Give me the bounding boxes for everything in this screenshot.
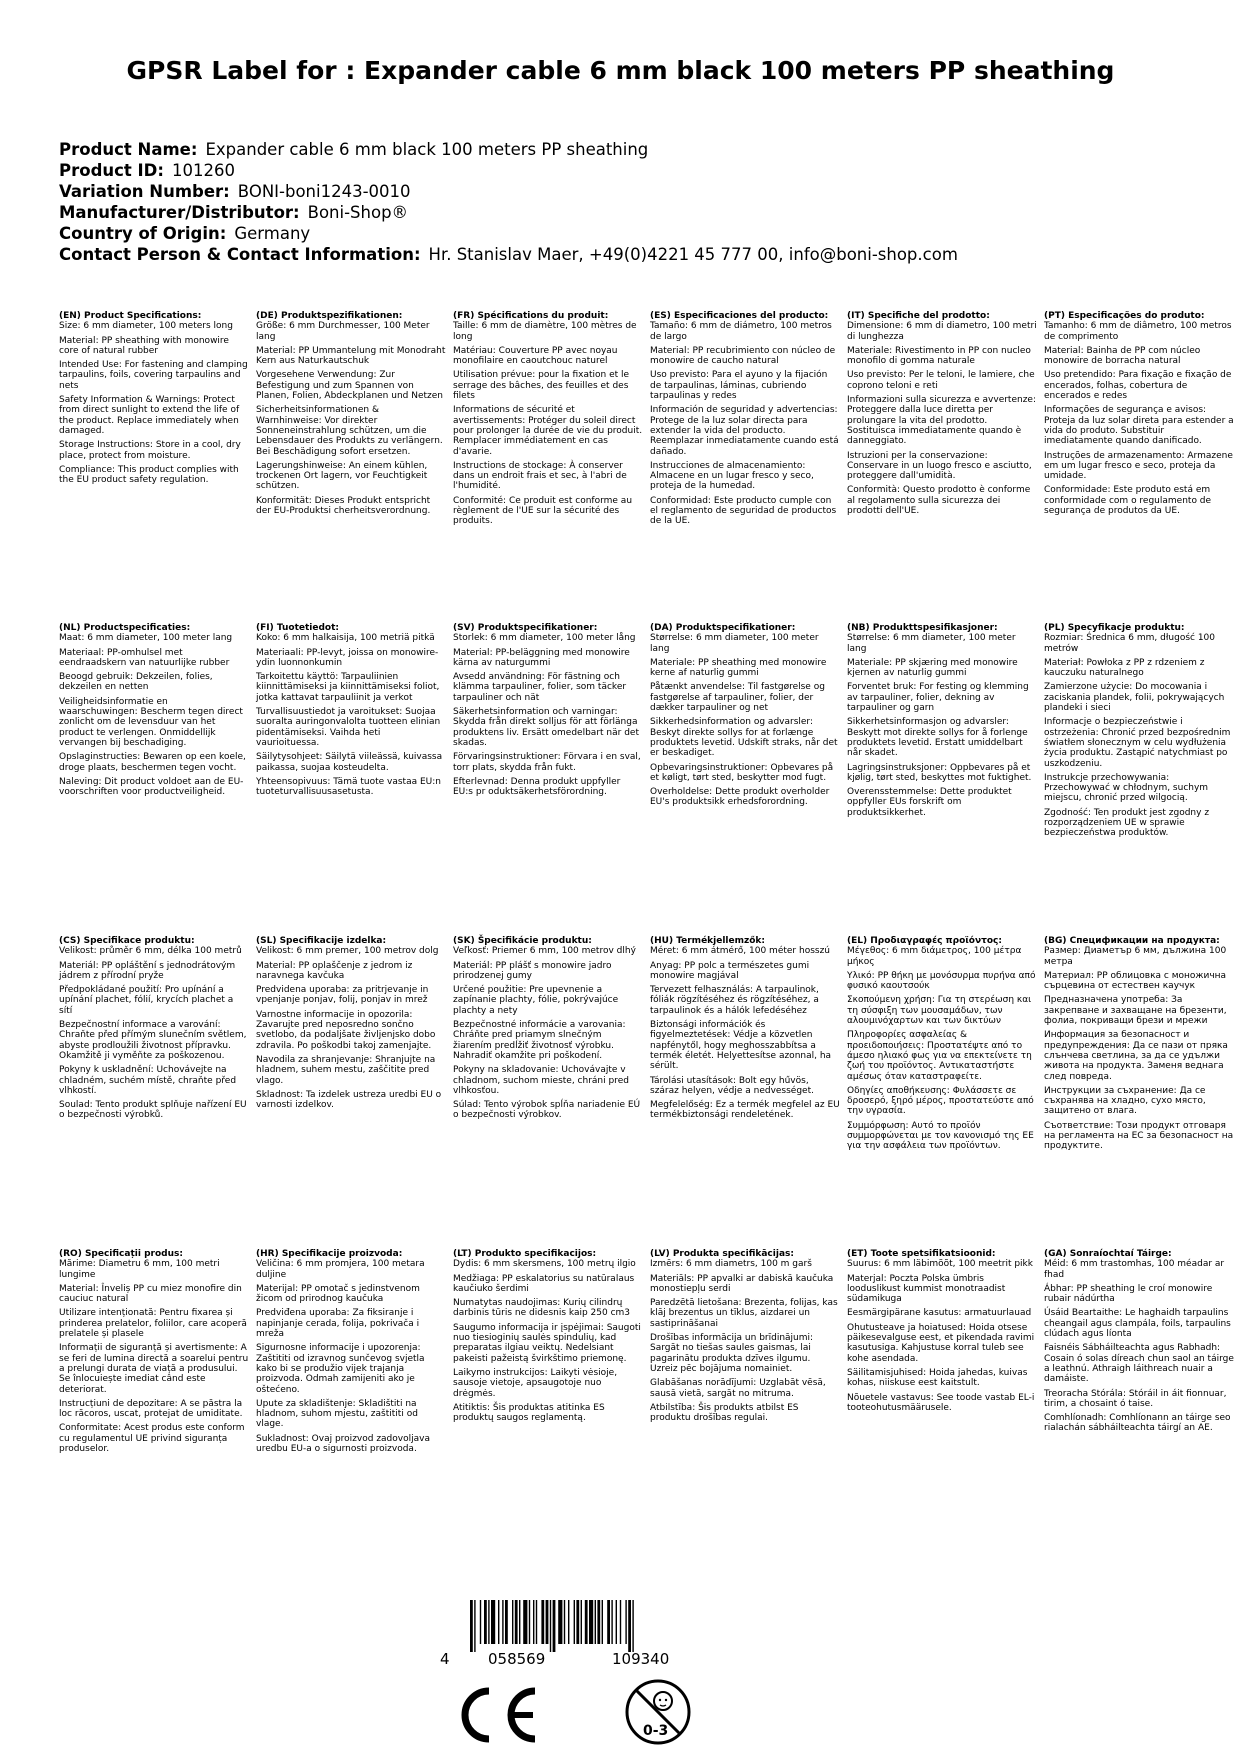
spec-block [650,623,840,812]
spec-paragraph: Tamanho: 6 mm de diâmetro, 100 metros de comprimento [1044,321,1232,342]
spec-paragraph: Uso previsto: Para el ayuno y la fijación de tarpaulinas, láminas, cubriendo tarpaulinas y redes [650,370,828,402]
spec-paragraph: Určené použitie: Pre upevnenie a zapínanie plachty, fólie, pokrývajúce plachty a nety [453,985,619,1016]
spec-paragraph: Maat: 6 mm diameter, 100 meter lang [59,633,233,644]
spec-paragraph: Materiaal: PP-omhulsel met eendraadskern van natuurlijke rubber [59,647,230,668]
spec-paragraph: Sukladnost: Ovaj proizvod zadovoljava uredbu EU-a o sigurnosti proizvoda. [256,1433,430,1455]
spec-paragraph: Informations de sécurité et avertissements: Protéger du soleil direct pour prolonger la durée de vie du produit. Remplacer immédiatement en cas d'avarie. [453,405,643,457]
spec-paragraph: Materiāls: PP apvalki ar dabiskā kaučuka monostiepļu serdi [650,1273,834,1294]
barcode-bar [625,1600,626,1644]
spec-paragraph: Úsáid Beartaithe: Le haghaidh tarpaulins cheangail agus clampála, foils, tarpaulins clúdach agus líonta [1044,1308,1231,1340]
spec-paragraph: Megfelelőség: Ez a termék megfelel az EU termékbiztonsági rendeletének. [650,1100,840,1121]
barcode-bar [523,1600,527,1644]
spec-block [453,936,643,1125]
spec-paragraph: Säilytysohjeet: Säilytä viileässä, kuivassa paikassa, suojaa kosteudelta. [256,752,443,773]
spec-paragraph: Utilisation prévue: pour la fixation et le serrage des bâches, des feuilles et des filets [453,370,630,402]
spec-paragraph: Størrelse: 6 mm diameter, 100 meter lang [847,633,1016,654]
spec-paragraph: Bezpečnostní informace a varování: Chraňte před přímým slunečním světlem, abyste prodloužili životnost přípravku. Okamžitě ji vyměňte za poškozenou. [59,1020,247,1061]
spec-heading: (DE) Produktspezifikationen: [256,311,403,321]
spec-block [59,311,249,489]
info-label: Manufacturer/Distributor: [59,203,300,222]
spec-paragraph: Materiál: PP opláštění s jednodrátovým jádrem z přírodní pryže [59,960,236,981]
info-row [59,202,958,223]
spec-paragraph: Opbevaringsinstruktioner: Opbevares på et køligt, tørt sted, beskytter mod fugt. [650,762,834,783]
spec-paragraph: Předpokládané použití: Pro upínání a upínání plachet, fólií, krycích plachet a sítí [59,985,234,1016]
spec-paragraph: Koko: 6 mm halkaisija, 100 metriä pitkä [256,633,435,644]
info-value: 101260 [171,161,235,180]
spec-paragraph: Súlad: Tento výrobok spĺňa nariadenie EÚ o bezpečnosti výrobkov. [453,1100,641,1121]
info-value: Germany [234,224,311,243]
not-for-children-0-3-icon [623,1677,693,1747]
spec-paragraph: Turvallisuustiedot ja varoitukset: Suojaa suoralta auringonvalolta tuotteen elinian pidentämiseksi. Vaihda heti vaurioituessa. [256,707,441,748]
spec-paragraph: Beoogd gebruik: Dekzeilen, folies, dekzeilen en netten [59,672,213,693]
spec-paragraph: Predvidena uporaba: za pritrjevanje in vpenjanje ponjav, folij, ponjav in mrež [256,985,429,1006]
spec-heading: (HR) Specifikacije proizvoda: [256,1249,403,1259]
barcode-bar [585,1600,588,1644]
barcode-bar [484,1600,487,1644]
spec-paragraph: Nõuetele vastavus: See toode vastab EL-i tooteohutusmäärusele. [847,1392,1035,1413]
spec-paragraph: Bezpečnostné informácie a varovania: Chráňte pred priamym slnečným žiarením predĺžiť životnosť výrobku. Nahradiť okamžite pri poškodení. [453,1020,626,1061]
info-value: Hr. Stanislav Maer, +49(0)4221 45 777 00, info@boni-shop.com [428,245,958,264]
spec-paragraph: Yhteensopivuus: Tämä tuote vastaa EU:n tuoteturvallisuusasetusta. [256,776,441,798]
spec-paragraph: Материал: PP облицовка с моножична сърцевина от естествен каучук [1044,970,1227,992]
spec-paragraph: Tervezett felhasználás: A tarpaulinok, fóliák rögzítéséhez és rögzítéséhez, a tarpaulinok és a hálók lefedéséhez [650,985,819,1016]
barcode-bar [602,1600,603,1644]
barcode-bar [595,1600,596,1644]
info-value: Boni-Shop® [307,203,409,222]
spec-paragraph: Material: PP oplaščenje z jedrom iz naravnega kavčuka [256,960,413,981]
barcode-bar [491,1600,495,1644]
info-label: Contact Person & Contact Information: [59,245,421,264]
spec-block [59,623,249,801]
spec-paragraph: Compliance: This product complies with the EU product safety regulation. [59,464,239,486]
spec-heading: (SL) Specifikacije izdelka: [256,936,387,946]
spec-block [453,311,643,531]
spec-paragraph: Lagerungshinweise: An einem kühlen, trockenen Ort lagern, vor Feuchtigkeit schützen. [256,460,428,492]
spec-paragraph: Storage Instructions: Store in a cool, dry place, protect from moisture. [59,440,241,461]
spec-paragraph: Méret: 6 mm átmérő, 100 méter hosszú [650,946,831,957]
spec-paragraph: Izmērs: 6 mm diametrs, 100 m garš [650,1259,812,1270]
barcode-bar [589,1600,593,1644]
spec-paragraph: Konformität: Dieses Produkt entspricht der EU-Produktsi cherheitsverordnung. [256,495,431,517]
spec-block [1044,936,1234,1156]
info-label: Country of Origin: [59,224,227,243]
spec-heading: (EN) Product Specifications: [59,311,202,321]
spec-paragraph: Veiligheidsinformatie en waarschuwingen: Bescherm tegen direct zonlicht om de levensduur van het product te verlengen. Onmiddellijk vervangen bij beschadiging. [59,696,243,748]
spec-paragraph: Информация за безопасност и предупреждения: Да се пази от пряка слънчева светлина, за да се удължи живота на продукта. Заменя веднага след повреда. [1044,1030,1228,1082]
spec-paragraph: Overensstemmelse: Dette produktet oppfyller EUs forskrift om produktsikkerhet. [847,787,1012,818]
spec-paragraph: Numatytas naudojimas: Kurių cilindrų darbinis tūris ne didesnis kaip 250 cm3 [453,1298,631,1319]
spec-paragraph: Medžiaga: PP eskalatorius su natūralaus kaučiuko šerdimi [453,1273,635,1294]
info-row [59,139,958,160]
spec-paragraph: Conformidade: Este produto está em conformidade com o regulamento de segurança de produtos da UE. [1044,485,1212,517]
spec-paragraph: Conformitate: Acest produs este conform cu regulamentul UE privind siguranța produselor. [59,1423,245,1455]
spec-paragraph: Velikost: průměr 6 mm, délka 100 metrů [59,946,242,957]
spec-heading: (FR) Spécifications du produit: [453,311,609,321]
spec-paragraph: Инструкции за съхранение: Да се съхранява на хладно, сухо място, защитено от влага. [1044,1085,1206,1117]
spec-paragraph: Materiale: Rivestimento in PP con nucleo monofilo di gomma naturale [847,345,1031,367]
barcode-bar [505,1600,508,1644]
spec-heading: (LT) Produkto specifikacijos: [453,1249,597,1259]
info-value: Expander cable 6 mm black 100 meters PP sheathing [205,140,649,159]
spec-paragraph: Съответствие: Този продукт отговаря на регламента на ЕС за безопасност на продуктите. [1044,1120,1234,1152]
spec-paragraph: Sikkerhedsinformation og advarsler: Beskyt direkte sollys for at forlænge produktets levetid. Udskift straks, når det er beskadiget. [650,717,838,759]
barcode-bar [498,1600,499,1644]
spec-paragraph: Utilizare intenționată: Pentru fixarea și prinderea prelatelor, foliilor, care acoperă prelatele și plasele [59,1308,247,1340]
barcode-bar [512,1600,513,1644]
spec-paragraph: Υλικό: PP θήκη με μονόσυρμα πυρήνα από φυσικό καουτσούκ [847,970,1036,992]
spec-block [256,936,446,1114]
info-label: Variation Number: [59,182,230,201]
spec-paragraph: Πληροφορίες ασφαλείας & προειδοποιήσεις: Προστατέψτε από το άμεσο ηλιακό φως για να επεκτείνετε τη ζωή του προϊόντος. Αντικαταστήστε αμέσως όταν καταστραφείτε. [847,1030,1032,1082]
spec-heading: (SV) Produktspecifikationer: [453,623,598,633]
info-value: BONI-boni1243-0010 [237,182,411,201]
info-label: Product Name: [59,140,198,159]
spec-heading: (NB) Produkttspesifikasjoner: [847,623,998,633]
spec-paragraph: Anyag: PP polc a természetes gumi monowire magjával [650,960,810,981]
spec-block [847,311,1037,520]
spec-paragraph: Upute za skladištenje: Skladištiti na hladnom, suhom mjestu, zaštititi od vlage. [256,1398,418,1430]
ce-mark-icon [455,1685,539,1745]
spec-paragraph: Faisnéis Sábháilteachta agus Rabhadh: Cosain ó solas díreach chun saol an táirge a leathnú. Athraigh láithreach nuair a damáiste. [1044,1343,1234,1385]
spec-paragraph: Paredzētā lietošana: Brezenta, folijas, kas klāj brezentus un tīklus, aizdarei un sastiprināšanai [650,1298,838,1329]
barcode-bar [553,1600,556,1652]
spec-heading: (SK) Špecifikácie produktu: [453,936,592,946]
spec-paragraph: Velikost: 6 mm premer, 100 metrov dolg [256,946,439,957]
spec-block [650,936,840,1125]
spec-paragraph: Size: 6 mm diameter, 100 meters long [59,321,233,332]
barcode-bar [541,1600,544,1644]
spec-paragraph: Påtænkt anvendelse: Til fastgørelse og fastgørelse af tarpauliner, folier, der dækker tarpauliner og net [650,682,825,714]
spec-paragraph: Atbilstība: Šis produkts atbilst ES produktu drošības regulai. [650,1402,799,1424]
age-range-text: 0-3 [643,1723,669,1739]
spec-paragraph: Säkerhetsinformation och varningar: Skydda från direkt solljus för att förlänga produktens liv. Ersätt omedelbart när det skadas. [453,707,639,748]
spec-paragraph: Skladnost: Ta izdelek ustreza uredbi EU o varnosti izdelkov. [256,1089,442,1111]
spec-paragraph: Vorgesehene Verwendung: Zur Befestigung und zum Spannen von Planen, Folien, Abdeckplanen und Netzen [256,370,443,402]
spec-paragraph: Instructions de stockage: À conserver dans un endroit frais et sec, à l'abri de l'humidité. [453,460,627,492]
spec-paragraph: Dydis: 6 mm skersmens, 100 metrų ilgio [453,1259,636,1270]
spec-block [650,1249,840,1427]
info-row [59,181,958,202]
spec-paragraph: Informazioni sulla sicurezza e avvertenze: Proteggere dalla luce diretta per prolungare la vita del prodotto. Sostituisca immediatamente quando è danneggiato. [847,395,1036,447]
product-info [59,139,958,265]
spec-paragraph: Informacje o bezpieczeństwie i ostrzeżenia: Chronić przed bezpośrednim światłem słonecznym w celu wydłużenia życia produktu. Zastąpić natychmiast po uszkodzeniu. [1044,717,1231,769]
barcode-digit-prefix: 4 [440,1650,450,1668]
spec-paragraph: Größe: 6 mm Durchmesser, 100 Meter lang [256,321,430,342]
info-row [59,244,958,265]
info-row [59,223,958,244]
barcode-bar [576,1600,579,1644]
spec-block [847,623,1037,822]
spec-paragraph: Glabāšanas norādījumi: Uzglabāt vēsā, sausā vietā, sargāt no mitruma. [650,1378,826,1399]
barcode [440,1600,710,1666]
barcode-bar [581,1600,582,1644]
spec-heading: (ES) Especificaciones del producto: [650,311,829,321]
spec-paragraph: Soulad: Tento produkt splňuje nařízení EU o bezpečnosti výrobků. [59,1100,247,1121]
spec-heading: (HU) Termékjellemzők: [650,936,766,946]
spec-paragraph: Ábhar: PP sheathing le croí monowire rubair nádúrtha [1044,1283,1213,1305]
spec-paragraph: Suurus: 6 mm läbimõõt, 100 meetrit pikk [847,1259,1033,1270]
spec-block [256,1249,446,1458]
info-label: Product ID: [59,161,164,180]
spec-paragraph: Istruzioni per la conservazione: Conservare in un luogo fresco e asciutto, proteggere dall'umidità. [847,450,1032,482]
spec-paragraph: Treoracha Stórála: Stóráil in áit fionnuar, tirim, a chosaint ó taise. [1044,1388,1227,1409]
spec-heading: (LV) Produkta specifikācijas: [650,1249,794,1259]
spec-heading: (DA) Produktspecifikationer: [650,623,796,633]
spec-paragraph: Safety Information & Warnings: Protect from direct sunlight to extend the life of the product. Replace immediately when damaged. [59,395,240,436]
spec-block [650,311,840,531]
spec-heading: (GA) Sonraíochtaí Táirge: [1044,1249,1172,1259]
spec-block [1044,311,1234,520]
spec-paragraph: Предназначена употреба: За закрепване и захващане на брезенти, фолиа, покриващи брези и мрежи [1044,995,1227,1027]
spec-paragraph: Materiale: PP sheathing med monowire kerne af naturlig gummi [650,657,827,679]
spec-paragraph: Predviđena uporaba: Za fiksiranje i napinjanje cerada, folija, pokrivača i mreža [256,1308,420,1340]
spec-paragraph: Materijal: PP omotač s jedinstvenom žicom od prirodnog kaučuka [256,1283,420,1305]
spec-heading: (RO) Specificații produs: [59,1249,183,1259]
barcode-bar [550,1600,551,1652]
spec-paragraph: Instruções de armazenamento: Armazene em um lugar fresco e seco, proteja da umidade. [1044,450,1233,482]
spec-paragraph: Informações de segurança e avisos: Proteja da luz solar direta para estender a vida do produto. Substituir imediatamente quando danificado. [1044,405,1234,447]
barcode-digits-left: 058569 [488,1650,546,1668]
spec-paragraph: Размер: Диаметър 6 мм, дължина 100 метра [1044,946,1227,967]
spec-paragraph: Veľkosť: Priemer 6 mm, 100 metrov dlhý [453,946,636,957]
spec-paragraph: Informații de siguranță și avertismente: A se feri de lumina directă a soarelui pentru a prelungi durata de viață a produsului. Se înlocuiește imediat când este deteriorat. [59,1343,249,1395]
spec-paragraph: Sikkerhetsinformasjon og advarsler: Beskytt mot direkte sollys for å forlenge produktets levetid. Erstatt umiddelbart når skadet. [847,717,1028,759]
barcode-bar [533,1600,534,1644]
spec-paragraph: Conformité: Ce produit est conforme au règlement de l'UE sur la sécurité des produits. [453,495,633,527]
barcode-bar [536,1600,537,1644]
barcode-bar [628,1600,631,1652]
spec-heading: (EL) Προδιαγραφές προϊόντος: [847,936,1002,946]
spec-paragraph: Avsedd användning: För fästning och klämma tarpauliner, folier, som täcker tarpauliner och nät [453,672,627,703]
spec-paragraph: Σκοπούμενη χρήση: Για τη στερέωση και τη σύσφιξη των μουσαμάδων, των αλουμινόχαρτων και των δικτύων [847,995,1032,1027]
spec-paragraph: Laikymo instrukcijos: Laikyti vėsioje, sausoje vietoje, apsaugotoje nuo drėgmės. [453,1367,618,1399]
spec-paragraph: Conformidad: Este producto cumple con el reglamento de seguridad de productos de la UE. [650,495,837,527]
spec-paragraph: Ohutusteave ja hoiatused: Hoida otsese päikesevalguse eest, et pikendada ravimi kasutusiga. Kahjustuse korral tuleb see kohe asendada. [847,1322,1035,1364]
spec-block [256,623,446,801]
spec-block [453,623,643,801]
spec-paragraph: Οδηγίες αποθήκευσης: Φυλάσσετε σε δροσερό, ξηρό μέρος, προστατεύστε από την υγρασία. [847,1085,1034,1117]
barcode-bar [607,1600,610,1644]
spec-paragraph: Material: PP sheathing with monowire core of natural rubber [59,335,229,356]
spec-heading: (NL) Productspecificaties: [59,623,191,633]
spec-paragraph: Uso previsto: Per le teloni, le lamiere, che coprono teloni e reti [847,370,1035,391]
spec-paragraph: Dimensione: 6 mm di diametro, 100 metri di lunghezza [847,321,1037,342]
spec-paragraph: Instrukcje przechowywania: Przechowywać w chłodnym, suchym miejscu, chronić przed wilgocią. [1044,772,1209,804]
barcode-bar [470,1600,473,1652]
spec-paragraph: Lagringsinstruksjoner: Oppbevares på et kjølig, tørt sted, beskyttes mot fuktighet. [847,762,1032,783]
spec-paragraph: Material: Înveliș PP cu miez monofire din cauciuc natural [59,1283,242,1305]
spec-block [59,1249,249,1458]
barcode-bar [574,1600,575,1644]
page-title: GPSR Label for : Expander cable 6 mm black 100 meters PP sheathing [126,56,1115,85]
spec-paragraph: Instrucciones de almacenamiento: Almacene en un lugar fresco y seco, proteja de la humedad. [650,460,814,492]
spec-paragraph: Conformità: Questo prodotto è conforme al regolamento sulla sicurezza dei prodotti dell'UE. [847,485,1031,517]
spec-heading: (PL) Specyfikacje produktu: [1044,623,1185,633]
spec-paragraph: Sigurnosne informacije i upozorenja: Zaštititi od izravnog sunčevog svjetla kako bi se produžio vijek trajanja proizvoda. Odmah zamijeniti ako je oštećeno. [256,1343,425,1395]
spec-paragraph: Material: PP recubrimiento con núcleo de monowire de caucho natural [650,345,836,367]
spec-paragraph: Μέγεθος: 6 mm διάμετρος, 100 μέτρα μήκος [847,946,1022,967]
spec-paragraph: Eesmärgipärane kasutus: armatuurlauad [847,1308,1032,1319]
spec-paragraph: Instrucțiuni de depozitare: A se păstra la loc răcoros, uscat, protejat de umiditate. [59,1398,243,1420]
spec-paragraph: Uso pretendido: Para fixação e fixação de encerados, folhas, cobertura de encerados e redes [1044,370,1232,402]
spec-heading: (BG) Спецификации на продукта: [1044,936,1220,946]
spec-block [847,1249,1037,1417]
spec-paragraph: Förvaringsinstruktioner: Förvara i en sval, torr plats, skydda från fukt. [453,752,641,773]
spec-block [847,936,1037,1156]
barcode-bar [474,1600,475,1652]
spec-paragraph: Naleving: Dit product voldoet aan de EU-voorschriften voor productveiligheid. [59,776,244,798]
spec-paragraph: Biztonsági információk és figyelmeztetések: Védje a közvetlen napfénytől, hogy meghosszabbítsa a termék életét. Helyettesítse azonnal, ha sérült. [650,1020,832,1072]
spec-paragraph: Materiaali: PP-levyt, joissa on monowire-ydin luonnonkumin [256,647,439,668]
spec-block [256,311,446,520]
spec-paragraph: Materjal: Poczta Polska ümbris looduslikust kummist monotraadist südamikuga [847,1273,1006,1305]
spec-block [59,936,249,1125]
spec-heading: (IT) Specifiche del prodotto: [847,311,990,321]
spec-paragraph: Información de seguridad y advertencias: Protege de la luz solar directa para extender la vida del producto. Reemplazar inmediatamente cuando está dañado. [650,405,839,457]
barcode-bar [611,1600,612,1644]
spec-paragraph: Material: PP-beläggning med monowire kärna av naturgummi [453,647,630,668]
spec-paragraph: Materiale: PP skjæring med monowire kjernen av naturlig gummi [847,657,1018,679]
spec-heading: (PT) Especificações do produto: [1044,311,1205,321]
barcode-bar [632,1600,633,1652]
spec-paragraph: Sicherheitsinformationen & Warnhinweise: Vor direkter Sonneneinstrahlung schützen, um die Lebensdauer des Produkts zu verlängern. Bei Beschädigung sofort ersetzen. [256,405,443,457]
barcode-bar [568,1600,569,1644]
spec-heading: (ET) Toote spetsifikatsioonid: [847,1249,996,1259]
barcode-bar [502,1600,503,1644]
spec-block [1044,1249,1234,1438]
info-row [59,160,958,181]
barcode-bar [616,1600,617,1644]
spec-paragraph: Tamaño: 6 mm de diámetro, 100 metros de largo [650,321,832,342]
spec-paragraph: Atitiktis: Šis produktas atitinka ES produktų saugos reglamentą. [453,1402,605,1424]
spec-paragraph: Materiál: PP plášť s monowire jadro prirodzenej gumy [453,960,612,981]
spec-paragraph: Overholdelse: Dette produkt overholder EU's produktsikk erhedsforordning. [650,787,830,808]
spec-block [1044,623,1234,843]
barcode-digits-right: 109340 [612,1650,670,1668]
spec-paragraph: Veličina: 6 mm promjera, 100 metara duljine [256,1259,425,1280]
spec-paragraph: Navodila za shranjevanje: Shranjujte na hladnem, suhem mestu, zaščitite pred vlago. [256,1054,436,1086]
spec-paragraph: Συμμόρφωση: Αυτό το προϊόν συμμορφώνεται με τον κανονισμό της ΕΕ για την ασφάλεια των προϊόντων. [847,1120,1034,1152]
spec-paragraph: Saugumo informacija ir įspėjimai: Saugoti nuo tiesioginių saulės spindulių, kad preparatas ilgiau veiktų. Nedelsiant pakeisti pažeistą švirkštimo priemonę. [453,1322,641,1364]
spec-paragraph: Säilitamisjuhised: Hoida jahedas, kuivas kohas, niiskuse eest kaitstult. [847,1367,1028,1389]
spec-heading: (FI) Tuotetiedot: [256,623,340,633]
spec-paragraph: Zamierzone użycie: Do mocowania i zaciskania plandek, folii, pokrywających plandeki i sieci [1044,682,1225,714]
barcode-bar [564,1600,565,1644]
barcode-bar [620,1600,621,1644]
barcode-bar [529,1600,530,1644]
spec-heading: (CS) Specifikace produktu: [59,936,195,946]
spec-paragraph: Material: Bainha de PP com núcleo monowire de borracha natural [1044,345,1201,367]
spec-paragraph: Tárolási utasítások: Bolt egy hűvös, száraz helyen, védje a nedvességet. [650,1075,814,1096]
barcode-bars [440,1600,710,1652]
spec-paragraph: Tarkoitettu käyttö: Tarpauliinien kiinnittämiseksi ja kiinnittämiseksi foliot, jotka kattavat tarpauliinit ja verkot [256,672,440,703]
spec-paragraph: Taille: 6 mm de diamètre, 100 mètres de long [453,321,637,342]
barcode-bar [546,1600,549,1644]
spec-paragraph: Opslaginstructies: Bewaren op een koele, droge plaats, beschermen tegen vocht. [59,752,246,773]
spec-paragraph: Matériau: Couverture PP avec noyau monofilaire en caoutchouc naturel [453,345,618,367]
barcode-bar [597,1600,600,1644]
spec-paragraph: Mărime: Diametru 6 mm, 100 metri lungime [59,1259,220,1280]
spec-paragraph: Forventet bruk: For festing og klemming av tarpauliner, folier, dekning av tarpauliner og garn [847,682,1029,714]
spec-paragraph: Zgodność: Ten produkt jest zgodny z rozporządzeniem UE w sprawie bezpieczeństwa produktów. [1044,807,1210,839]
spec-paragraph: Størrelse: 6 mm diameter, 100 meter lang [650,633,819,654]
spec-paragraph: Efterlevnad: Denna produkt uppfyller EU:s pr oduktsäkerhetsförordning. [453,776,621,798]
spec-paragraph: Intended Use: For fastening and clamping tarpaulins, foils, covering tarpaulins and nets [59,360,248,391]
barcode-bar [480,1600,481,1644]
barcode-bar [558,1600,562,1644]
spec-paragraph: Pokyny k uskladnění: Uchovávejte na chladném, suchém místě, chraňte před vlhkostí. [59,1065,237,1096]
barcode-bar [515,1600,518,1644]
spec-paragraph: Comhlíonadh: Comhlíonann an táirge seo rialachán sábháilteachta táirgí an AE. [1044,1413,1231,1434]
spec-paragraph: Méid: 6 mm trastomhas, 100 méadar ar fhad [1044,1259,1225,1280]
barcode-bar [488,1600,489,1644]
spec-paragraph: Materiał: Powłoka z PP z rdzeniem z kauczuku naturalnego [1044,657,1205,679]
spec-paragraph: Pokyny na skladovanie: Uchovávajte v chladnom, suchom mieste, chráni pred vlhkosťou. [453,1065,629,1096]
barcode-bar [519,1600,520,1644]
spec-paragraph: Varnostne informacije in opozorila: Zavarujte pred neposredno sončno svetlobo, da podaljšate življenjsko dobo zdravila. Po poškodbi takoj zamenjajte. [256,1009,436,1051]
spec-block [453,1249,643,1427]
spec-paragraph: Storlek: 6 mm diameter, 100 meter lång [453,633,636,644]
spec-paragraph: Drošības informācija un brīdinājumi: Sargāt no tiešas saules gaismas, lai pagarinātu produkta dzīves ilgumu. Uzreiz pēc bojājuma nomainiet. [650,1333,814,1374]
spec-paragraph: Material: PP Ummantelung mit Monodraht Kern aus Naturkautschuk [256,345,446,367]
spec-paragraph: Rozmiar: Średnica 6 mm, długość 100 metrów [1044,633,1216,654]
